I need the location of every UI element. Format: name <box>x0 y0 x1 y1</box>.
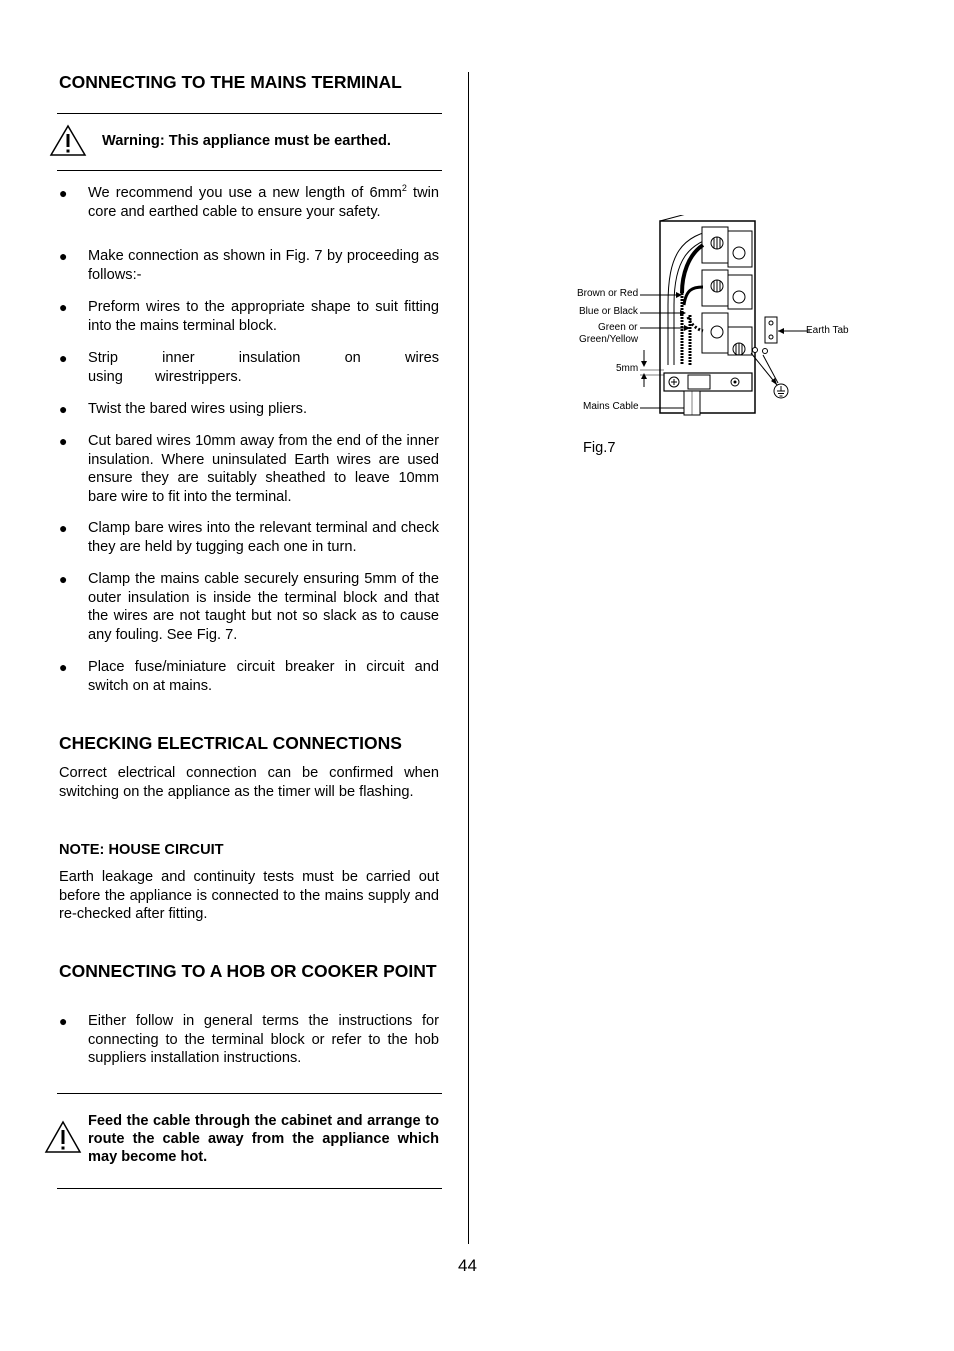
label-earth-tab: Earth Tab <box>806 325 849 336</box>
divider <box>57 113 442 114</box>
divider <box>57 1188 442 1189</box>
warning-cable-route: Feed the cable through the cabinet and arrange to route the cable away from the appliance which may become hot. <box>88 1113 439 1165</box>
bullet-icon: ● <box>59 520 68 536</box>
heading-mains-terminal: CONNECTING TO THE MAINS TERMINAL <box>59 72 402 92</box>
bullet-text: Preform wires to the appropriate shape to suit fitting into the mains terminal block. <box>88 299 439 334</box>
divider <box>57 170 442 171</box>
bullet-text: Cut bared wires 10mm away from the end of the inner insulation. Where uninsulated Earth wires are used ensure they are suitably sheathed to leave 10mm bare wire to fit into the terminal. <box>88 433 439 505</box>
heading-checking-connections: CHECKING ELECTRICAL CONNECTIONS <box>59 733 402 753</box>
list-item <box>59 184 439 221</box>
bullet-icon: ● <box>59 185 68 201</box>
label-mains-cable: Mains Cable <box>583 401 639 412</box>
figure-caption: Fig.7 <box>583 440 616 456</box>
bullet-icon: ● <box>59 401 68 417</box>
list-item <box>59 519 439 556</box>
bullet-icon: ● <box>59 299 68 315</box>
bullet-icon: ● <box>59 571 68 587</box>
label-green-or: Green or <box>598 322 638 333</box>
label-green-yellow: Green/Yellow <box>579 334 639 345</box>
checking-paragraph: Correct electrical connection can be confirmed when switching on the appliance as the timer will be flashing. <box>59 765 439 800</box>
label-5mm: 5mm <box>616 363 639 374</box>
superscript: 2 <box>401 183 407 194</box>
terminal-earth <box>702 313 752 355</box>
list-item <box>59 400 439 419</box>
list-item <box>59 570 439 644</box>
bullet-text: Clamp bare wires into the relevant terminal and check they are held by tugging each one in turn. <box>88 520 439 555</box>
bullet-text: Strip inner insulation on wires using wirestrippers. <box>88 350 439 385</box>
list-item <box>59 349 439 386</box>
column-divider <box>468 72 469 1244</box>
terminal-neutral <box>702 270 752 309</box>
bullet-icon: ● <box>59 659 68 675</box>
heading-hob-cooker-point: CONNECTING TO A HOB OR COOKER POINT <box>59 961 437 981</box>
label-blue-or-black: Blue or Black <box>579 306 638 317</box>
list-item <box>59 1012 439 1068</box>
bullet-icon: ● <box>59 433 68 449</box>
list-item <box>59 247 439 284</box>
bullet-text: Twist the bared wires using pliers. <box>88 401 307 417</box>
divider <box>57 1093 442 1094</box>
page-number: 44 <box>458 1256 477 1275</box>
note-heading: NOTE: HOUSE CIRCUIT <box>59 842 224 858</box>
bullet-text: Make connection as shown in Fig. 7 by proceeding as follows:- <box>88 248 439 283</box>
warning-icon <box>49 124 87 157</box>
warning-earthed: Warning: This appliance must be earthed. <box>102 133 391 149</box>
label-brown-or-red: Brown or Red <box>577 288 639 299</box>
warning-icon <box>44 1120 82 1154</box>
bullet-icon: ● <box>59 248 68 264</box>
bullet-text: Place fuse/miniature circuit breaker in circuit and switch on at mains. <box>88 659 439 694</box>
list-item <box>59 298 439 335</box>
bullet-text: Either follow in general terms the instructions for connecting to the terminal block or refer to the hob suppliers installation instructions. <box>88 1013 439 1067</box>
terminal-live <box>702 227 752 267</box>
bullet-text: twin core and earthed cable to ensure your safety. <box>88 185 439 220</box>
bullet-icon: ● <box>59 350 68 366</box>
terminal-diagram <box>570 215 860 425</box>
bullet-text: Clamp the mains cable securely ensuring 5mm of the outer insulation is inside the terminal block and that the wires are not taught but not so slack as to cause any fouling. See Fig. 7. <box>88 571 439 643</box>
bullet-text: We recommend you use a new length of 6mm <box>88 185 402 201</box>
bullet-icon: ● <box>59 1013 68 1029</box>
note-paragraph: Earth leakage and continuity tests must be carried out before the appliance is connected to the mains supply and re-checked after fitting. <box>59 869 439 923</box>
list-item <box>59 432 439 506</box>
list-item <box>59 658 439 695</box>
